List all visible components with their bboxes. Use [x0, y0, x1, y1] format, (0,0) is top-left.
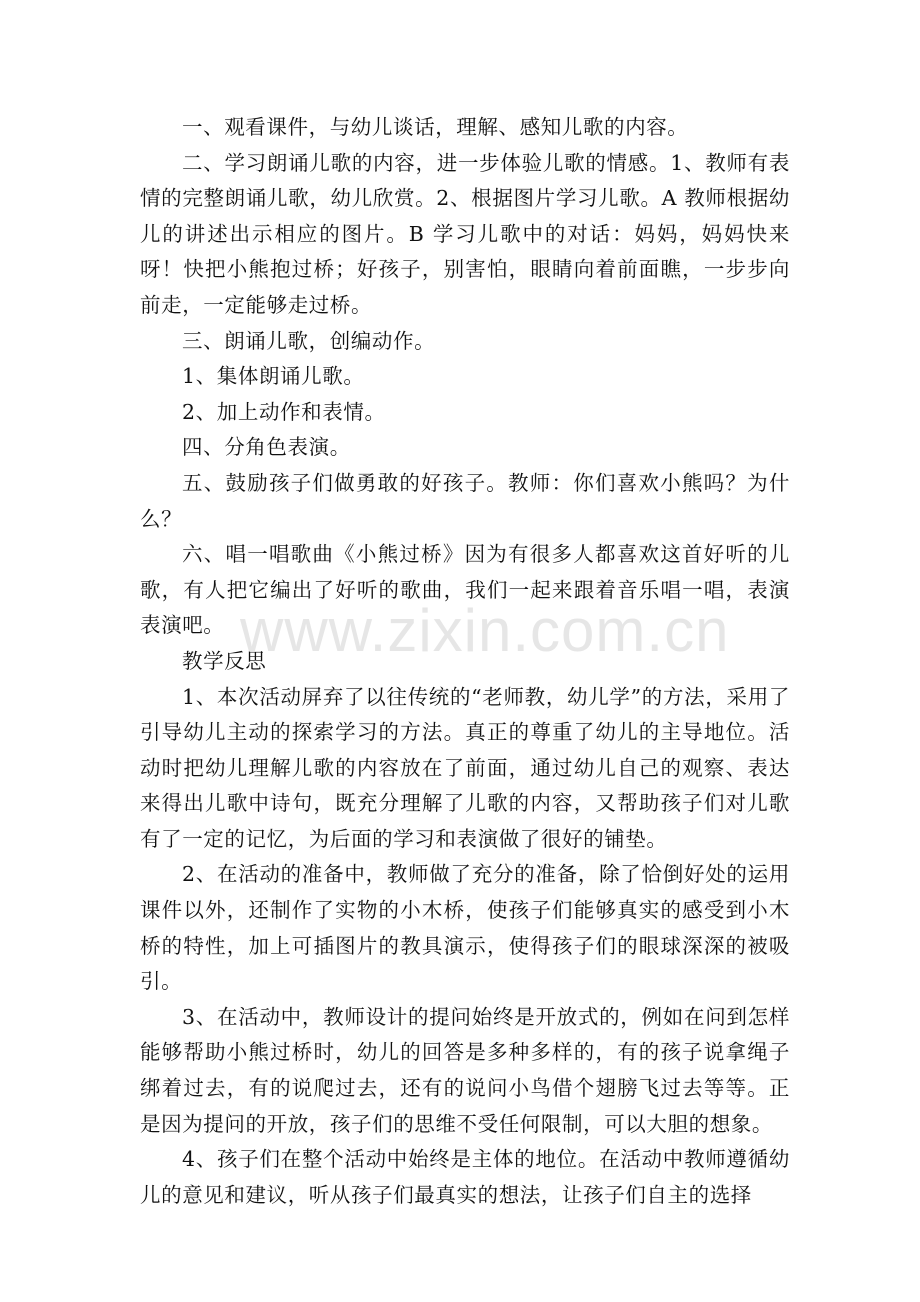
- paragraph-reflection-4: 4、孩子们在整个活动中始终是主体的地位。在活动中教师遵循幼儿的意见和建议，听从孩子们最真实的想法，让孩子们自主的选择: [140, 1147, 790, 1207]
- paragraph-step-6: 六、唱一唱歌曲《小熊过桥》因为有很多人都喜欢这首好听的儿歌，有人把它编出了好听的歌曲，我们一起来跟着音乐唱一唱，表演表演吧。: [140, 542, 790, 638]
- paragraph-reflection-1: 1、本次活动屏弃了以往传统的“老师教，幼儿学”的方法，采用了引导幼儿主动的探索学习的方法。真正的尊重了幼儿的主导地位。活动时把幼儿理解儿歌的内容放在了前面，通过幼儿自己的观察、表达来得出儿歌中诗句，既充分理解了儿歌的内容，又帮助孩子们对儿歌有了一定的记忆，为后面的学习和表演做了很好的铺垫。: [140, 684, 790, 851]
- paragraph-step-3-item-1: 1、集体朗诵儿歌。: [182, 364, 365, 389]
- section-heading-reflection: 教学反思: [182, 648, 267, 673]
- paragraph-step-5: 五、鼓励孩子们做勇敢的好孩子。教师：你们喜欢小熊吗？为什么？: [140, 470, 790, 531]
- paragraph-step-2: 二、学习朗诵儿歌的内容，进一步体验儿歌的情感。1、教师有表情的完整朗诵儿歌，幼儿欣赏。2、根据图片学习儿歌。A 教师根据幼儿的讲述出示相应的图片。B 学习儿歌中的对话：妈妈，妈妈快来呀！快把小熊抱过桥；好孩子，别害怕，眼睛向着前面瞧，一步步向前走，一定能够走过桥。: [140, 150, 790, 317]
- paragraph-step-1: 一、观看课件，与幼儿谈话，理解、感知儿歌的内容。: [182, 115, 689, 139]
- document-body: [140, 110, 790, 1213]
- paragraph-step-3-item-2: 2、加上动作和表情。: [182, 399, 386, 424]
- paragraph-step-3: 三、朗诵儿歌，创编动作。: [182, 328, 436, 353]
- paragraph-reflection-2: 2、在活动的准备中，教师做了充分的准备，除了恰倒好处的运用课件以外，还制作了实物的小木桥，使孩子们能够真实的感受到小木桥的特性，加上可插图片的教具演示，使得孩子们的眼球深深的被吸引。: [140, 862, 790, 994]
- paragraph-step-4: 四、分角色表演。: [182, 435, 351, 460]
- paragraph-reflection-3: 3、在活动中，教师设计的提问始终是开放式的，例如在问到怎样能够帮助小熊过桥时，幼儿的回答是多种多样的，有的孩子说拿绳子绑着过去，有的说爬过去，还有的说问小鸟借个翅膀飞过去等等。正是因为提问的开放，孩子们的思维不受任何限制，可以大胆的想象。: [140, 1004, 790, 1136]
- watermark-text: www.zixin.com.cn: [240, 597, 730, 664]
